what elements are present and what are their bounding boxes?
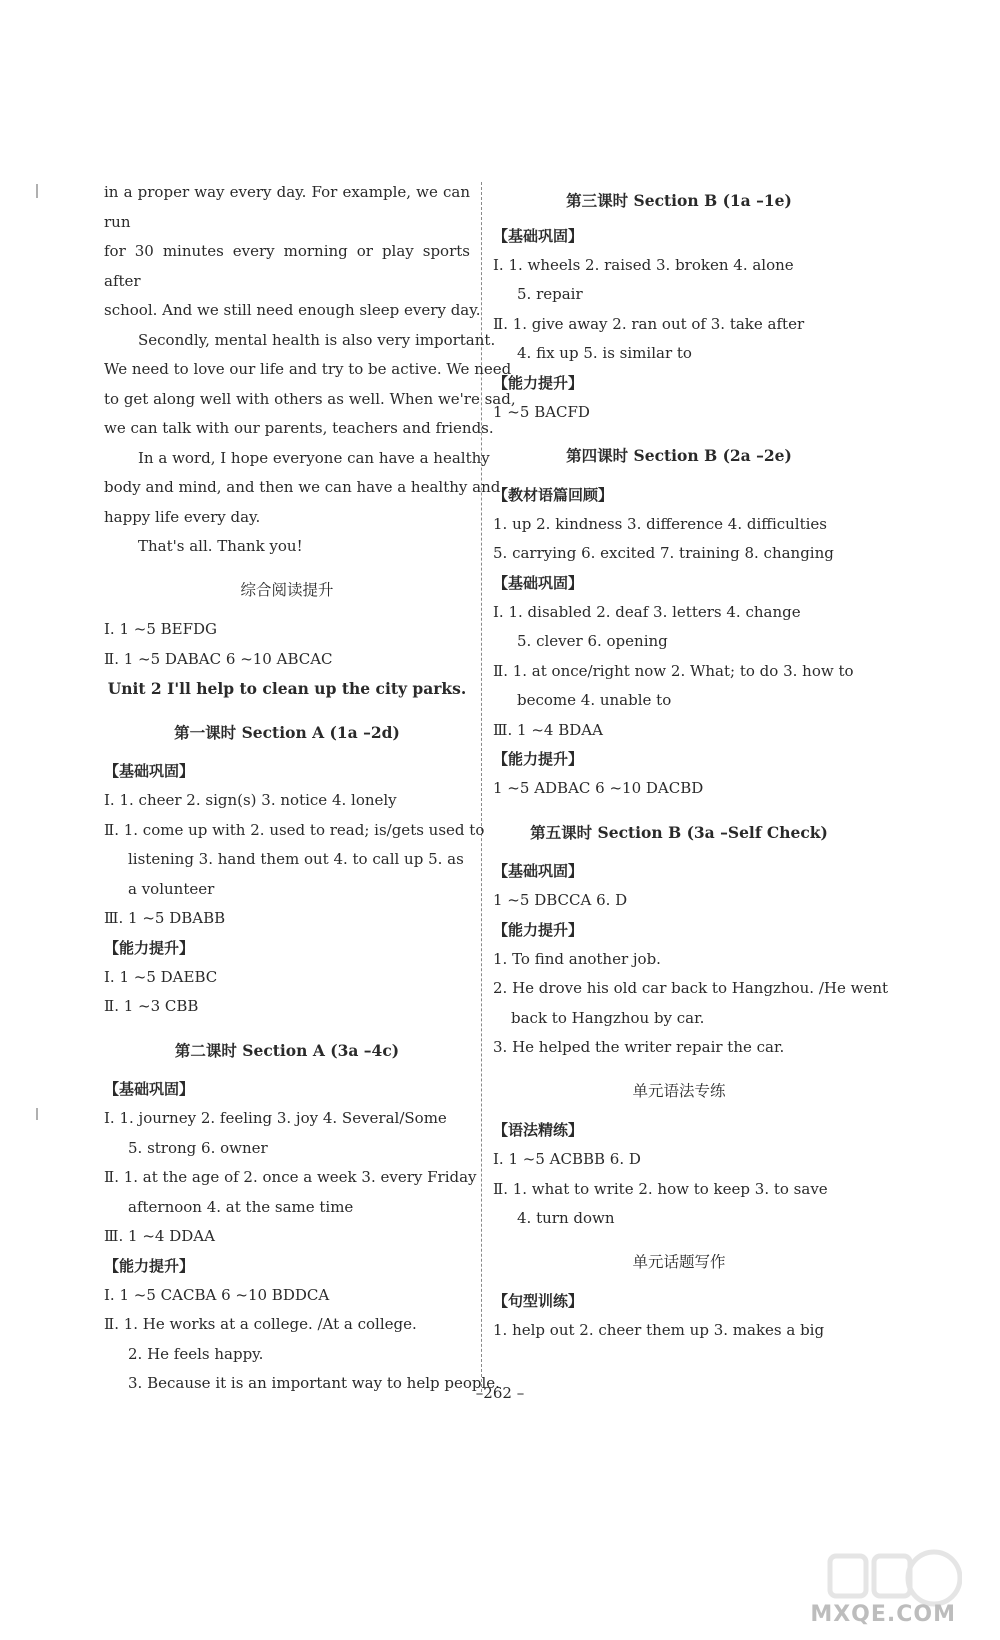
essay-line: happy life every day.: [104, 507, 261, 526]
answer-line: a volunteer: [128, 879, 215, 898]
section-label: 【能力提升】: [493, 750, 584, 768]
section-label: 【句型训练】: [493, 1292, 584, 1310]
answer-line: 5. carrying 6. excited 7. training 8. changing: [493, 544, 834, 562]
grammar-section-title: 单元语法专练: [632, 1081, 726, 1100]
lesson1-title: 第一课时 Section A (1a –2d): [174, 722, 400, 742]
answer-line: 5. repair: [517, 285, 583, 303]
section-label: 【语法精练】: [493, 1121, 584, 1139]
essay-line: school. And we still need enough sleep every day.: [104, 301, 481, 319]
essay-line: we can talk with our parents, teachers and friends.: [104, 419, 494, 437]
section-label: 【教材语篇回顾】: [493, 485, 614, 504]
answer-line: 1. To find another job.: [493, 949, 661, 968]
answer-line: 4. turn down: [517, 1209, 615, 1227]
lesson2-title: 第二课时 Section A (3a –4c): [174, 1040, 400, 1060]
answer-line: Ⅰ. 1. journey 2. feeling 3. joy 4. Several/Some: [104, 1109, 447, 1127]
answer-line: Ⅱ. 1. at the age of 2. once a week 3. every Friday: [104, 1168, 477, 1186]
answer-line: 1 ~5 DBCCA 6. D: [493, 891, 628, 909]
essay-line: That's all. Thank you!: [138, 537, 303, 555]
answer-line: Ⅱ. 1. at once/right now 2. What; to do 3. how to: [493, 661, 854, 680]
margin-mark-top: [36, 184, 38, 198]
answer-line: 2. He drove his old car back to Hangzhou. /He went: [493, 979, 889, 997]
margin-mark-middle: [36, 1108, 38, 1120]
answer-line: Ⅲ. 1 ~4 DDAA: [104, 1227, 215, 1245]
answer-line: 1 ~5 ADBAC 6 ~10 DACBD: [493, 779, 704, 797]
answer-line: Ⅲ. 1 ~5 DBABB: [104, 909, 226, 927]
section-label: 【基础巩固】: [493, 862, 584, 880]
section-label: 【基础巩固】: [493, 573, 584, 592]
section-label: 【基础巩固】: [104, 1080, 195, 1098]
section-label: 【能力提升】: [493, 920, 584, 939]
writing-section-title: 单元话题写作: [632, 1252, 726, 1271]
answer-line: Ⅰ. 1. disabled 2. deaf 3. letters 4. change: [493, 602, 801, 621]
answer-line: Ⅲ. 1 ~4 BDAA: [493, 720, 603, 739]
answer-line: listening 3. hand them out 4. to call up 5. as: [128, 850, 464, 868]
essay-line: for 30 minutes every morning or play sports after: [104, 242, 470, 290]
answer-line: Ⅱ. 1. He works at a college. /At a college.: [104, 1315, 417, 1333]
answer-line: Ⅱ. 1 ~5 DABAC 6 ~10 ABCAC: [104, 649, 333, 668]
section-label: 【基础巩固】: [104, 762, 195, 780]
page-number: –262 –: [475, 1384, 525, 1402]
answer-line: afternoon 4. at the same time: [128, 1197, 354, 1216]
essay-line: Secondly, mental health is also very important.: [138, 330, 496, 349]
section-label: 【能力提升】: [104, 938, 195, 957]
lesson4-title: 第四课时 Section B (2a –2e): [566, 446, 792, 465]
answer-line: Ⅰ. 1. cheer 2. sign(s) 3. notice 4. lonely: [104, 791, 397, 809]
answer-line: Ⅰ. 1 ~5 DAEBC: [104, 967, 218, 986]
reading-section-title: 综合阅读提升: [240, 580, 334, 599]
essay-paragraphs: [104, 178, 516, 562]
answer-line: become 4. unable to: [517, 691, 672, 709]
answer-line: Ⅰ. 1 ~5 CACBA 6 ~10 BDDCA: [104, 1285, 330, 1304]
answer-line: 1. help out 2. cheer them up 3. makes a big: [493, 1321, 825, 1339]
unit-title: Unit 2 I'll help to clean up the city parks.: [107, 679, 467, 698]
answer-line: 5. clever 6. opening: [517, 632, 668, 650]
answer-line: Ⅱ. 1. what to write 2. how to keep 3. to save: [493, 1179, 828, 1198]
answer-line: 2. He feels happy.: [128, 1344, 264, 1363]
lesson5-title: 第五课时 Section B (3a –Self Check): [530, 822, 828, 842]
answer-line: 3. Because it is an important way to help people.: [128, 1374, 500, 1392]
answer-line: Ⅰ. 1 ~5 ACBBB 6. D: [493, 1150, 641, 1168]
lesson3-title: 第三课时 Section B (1a –1e): [566, 191, 792, 210]
answer-line: Ⅰ. 1. wheels 2. raised 3. broken 4. alone: [493, 255, 794, 274]
answer-line: 1. up 2. kindness 3. difference 4. difficulties: [493, 514, 827, 533]
section-label: 【能力提升】: [104, 1256, 195, 1275]
section-label: 【基础巩固】: [493, 226, 584, 245]
answer-line: 4. fix up 5. is similar to: [517, 344, 692, 362]
essay-line: body and mind, and then we can have a healthy and: [104, 478, 501, 496]
answer-line: 5. strong 6. owner: [128, 1138, 268, 1157]
essay-line: in a proper way every day. For example, we can run: [104, 183, 470, 231]
essay-line: In a word, I hope everyone can have a healthy: [138, 448, 490, 467]
answer-line: Ⅱ. 1. give away 2. ran out of 3. take after: [493, 314, 805, 333]
answer-line: 1 ~5 BACFD: [493, 402, 590, 421]
answer-line: Ⅱ. 1 ~3 CBB: [104, 997, 199, 1015]
right-column: [493, 186, 889, 1346]
answer-line: Ⅱ. 1. come up with 2. used to read; is/gets used to: [104, 820, 485, 839]
answer-line: 3. He helped the writer repair the car.: [493, 1038, 785, 1056]
section-label: 【能力提升】: [493, 373, 584, 392]
answer-line: back to Hangzhou by car.: [511, 1008, 705, 1027]
essay-line: We need to love our life and try to be active. We need: [104, 360, 512, 378]
watermark-text: MXQE.COM: [810, 1602, 956, 1627]
answer-line: Ⅰ. 1 ~5 BEFDG: [104, 620, 218, 638]
essay-line: to get along well with others as well. When we're sad,: [104, 389, 516, 408]
